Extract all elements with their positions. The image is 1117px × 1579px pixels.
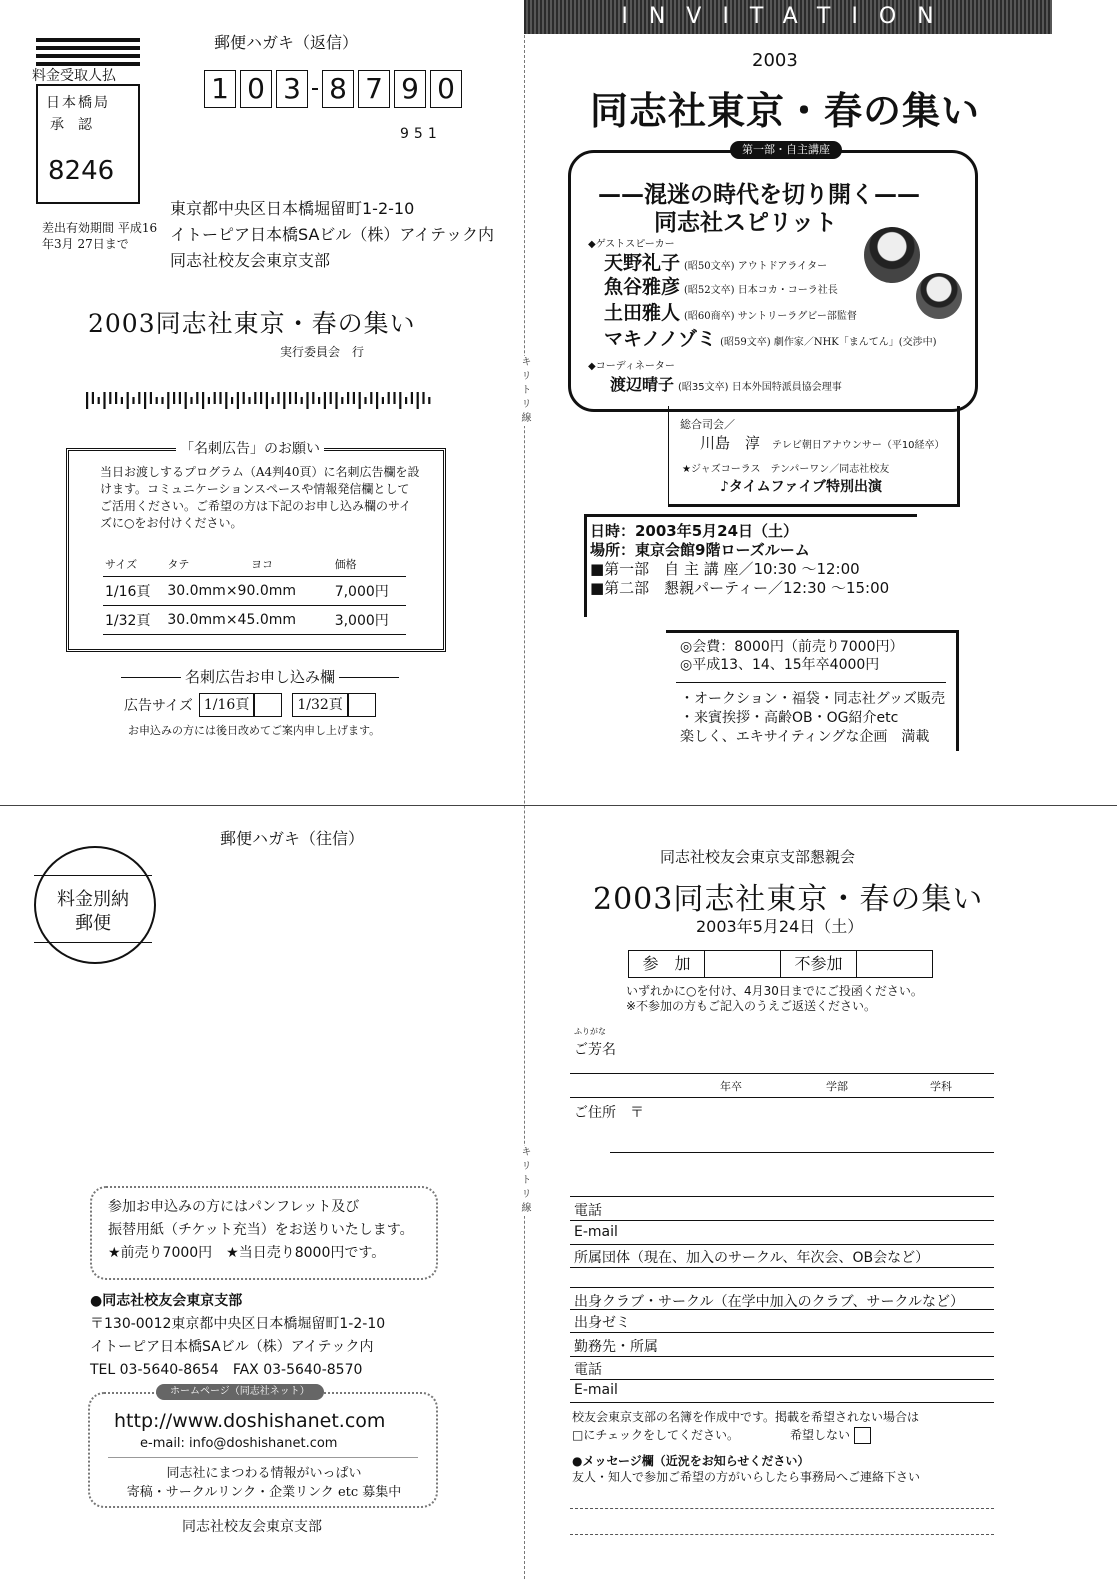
- barcode-bar: [364, 397, 366, 404]
- contact-address: イトーピア日本橋SAビル（株）アイテック内: [90, 1339, 374, 1355]
- attend-option[interactable]: 参 加: [629, 951, 705, 977]
- speaker-photo-2: [916, 273, 962, 319]
- footer-org: 同志社校友会東京支部: [182, 1519, 322, 1535]
- barcode-bar: [167, 392, 169, 409]
- seminar-field-line[interactable]: [570, 1332, 994, 1333]
- barcode-bar: [335, 392, 337, 409]
- barcode-bar: [243, 392, 245, 404]
- barcode-bar: [214, 392, 216, 404]
- emcee-name: 川島 淳: [700, 434, 761, 452]
- barcode-bar: [388, 392, 390, 404]
- message-line[interactable]: [570, 1508, 994, 1509]
- zip-digit: 8: [322, 70, 354, 108]
- outgoing-card-title: 郵便ハガキ（往信）: [220, 829, 365, 848]
- barcode-bar: [127, 392, 129, 409]
- speaker-note: (昭52文卒) 日本コカ・コーラ社長: [684, 285, 838, 296]
- extra-line: ・来賓挨拶・高齢OB・OG紹介etc: [680, 710, 899, 726]
- attend-mark-box[interactable]: [705, 951, 781, 977]
- contact-address: 〒130-0012東京都中央区日本橋堀留町1-2-10: [90, 1316, 386, 1332]
- barcode-bar: [109, 392, 111, 404]
- event-date: 日時：2003年5月24日（土）: [590, 522, 799, 540]
- invitation-title: 同志社東京・春の集い: [590, 88, 981, 133]
- phone-label: 電話: [574, 1203, 602, 1219]
- attendance-row: [628, 950, 933, 978]
- zip-digit: 3: [276, 70, 308, 108]
- speaker-name: 天野礼子: [604, 252, 681, 274]
- coordinator: [610, 372, 842, 395]
- event-place: 場所：東京会館9階ローズルーム: [590, 541, 810, 559]
- note-line: ※不参加の方もご記入のうえご返送ください。: [626, 999, 877, 1013]
- row-size: 1/32頁: [103, 606, 165, 635]
- ad-price-table: [103, 552, 406, 635]
- coordinator-note: (昭35文卒) 日本外国特派員協会理事: [678, 382, 842, 393]
- no-wish-option: [790, 1426, 871, 1444]
- row-size: 1/16頁: [103, 577, 165, 606]
- address-line: 同志社校友会東京支部: [170, 251, 331, 270]
- contact-block: [90, 1290, 385, 1382]
- fee-general: ◎会費：8000円（前売り7000円）: [680, 639, 904, 655]
- barcode-bar: [324, 392, 326, 409]
- zip-digit: 0: [240, 70, 272, 108]
- barcode-bar: [115, 392, 117, 404]
- zip-code: [204, 70, 462, 108]
- form-org: 同志社校友会東京支部懇親会: [660, 848, 856, 866]
- pamphlet-info: [108, 1196, 414, 1265]
- contact-org: ●同志社校友会東京支部: [90, 1293, 243, 1309]
- affiliation-field-line-2[interactable]: [570, 1287, 994, 1288]
- work-phone-field-line[interactable]: [570, 1379, 994, 1380]
- barcode-bar: [422, 392, 424, 404]
- speaker-1: [604, 248, 827, 275]
- barcode-bar: [312, 392, 314, 404]
- postal-barcode: [86, 392, 436, 409]
- col-price: 価格: [333, 552, 406, 577]
- theme-line1: ——混迷の時代を切り開く——: [598, 182, 920, 208]
- col-width: ヨコ: [249, 552, 333, 577]
- barcode-bar: [150, 392, 152, 404]
- barcode-bar: [156, 397, 158, 404]
- barcode-bar: [347, 392, 349, 404]
- address-line: イトーピア日本橋SAビル（株）アイテック内: [170, 225, 494, 244]
- special-guest: ♪タイムファイブ特別出演: [720, 479, 882, 495]
- ad-request-body: 当日お渡しするプログラム（A4判40頁）に名刺広告欄を設けます。コミュニケーションスペースや情報発信欄としてご活用ください。ご希望の方は下記のお申し込み欄のサイズに○をお付けください。: [100, 465, 420, 530]
- seminar-label: 出身ゼミ: [574, 1315, 630, 1331]
- email-field-line[interactable]: [570, 1244, 994, 1245]
- barcode-bar: [289, 392, 291, 404]
- extra-line: ・オークション・福袋・同志社グッズ販売: [680, 691, 946, 707]
- affiliation-field-line[interactable]: [570, 1267, 994, 1268]
- row-price: 7,000円: [333, 577, 406, 606]
- emcee: [700, 432, 945, 453]
- barcode-bar: [277, 392, 279, 404]
- extra-line: 楽しく、エキサイティングな企画 満載: [680, 729, 930, 745]
- affiliation-label: 所属団体（現在、加入のサークル、年次会、OB会など）: [574, 1250, 930, 1266]
- postage-circle-line: [34, 942, 152, 943]
- barcode-bar: [295, 392, 297, 404]
- barcode-bar: [248, 397, 250, 404]
- speaker-note: (昭50文卒) アウトドアライター: [684, 261, 828, 272]
- barcode-bar: [219, 392, 221, 404]
- fee-header: 料金受取人払: [32, 68, 116, 84]
- ad-apply-row: [124, 693, 386, 717]
- barcode-bar: [330, 392, 332, 404]
- hp-line: 寄稿・サークルリンク・企業リンク etc 募集中: [126, 1485, 402, 1500]
- postage-text: [36, 888, 150, 936]
- club-field-line[interactable]: [570, 1309, 994, 1310]
- barcode-bar: [231, 397, 233, 404]
- barcode-bar: [208, 397, 210, 404]
- zip-digit: 0: [430, 70, 462, 108]
- ad-apply-note: お申込みの方には後日改めてご案内申し上げます。: [128, 724, 381, 737]
- contact-phone: TEL 03-5640-8654 FAX 03-5640-8570: [90, 1362, 363, 1378]
- guest-label: ◆ゲストスピーカー: [588, 239, 675, 250]
- directory-note-2: □にチェックをしてください。: [572, 1428, 739, 1442]
- barcode-bar: [428, 397, 430, 404]
- postage-circle-line: [34, 875, 152, 876]
- coordinator-label: ◆コーディネーター: [588, 361, 675, 372]
- no-wish-label: 希望しない: [790, 1428, 851, 1442]
- work-email-label: E-mail: [574, 1382, 618, 1398]
- row-dims: 30.0mm×90.0mm: [165, 577, 332, 606]
- barcode-bar: [138, 392, 140, 404]
- name-label: ご芳名: [574, 1042, 616, 1058]
- barcode-bar: [98, 397, 100, 404]
- club-label: 出身クラブ・サークル（在学中加入のクラブ、サークルなど）: [574, 1294, 965, 1310]
- homepage-email[interactable]: e-mail: info@doshishanet.com: [140, 1436, 338, 1451]
- barcode-bar: [370, 392, 372, 404]
- barcode-bar: [254, 392, 256, 404]
- address-line: 東京都中央区日本橋堀留町1-2-10: [170, 199, 415, 218]
- note-line: いずれかに○を付け、4月30日までにご投函ください。: [626, 984, 923, 998]
- work-phone-label: 電話: [574, 1362, 602, 1378]
- part2-time: ■第二部 懇親パーティー／12:30 ～15:00: [590, 579, 890, 597]
- speaker-name: 魚谷雅彦: [604, 276, 681, 298]
- speaker-note: (昭59文卒) 劇作家／NHK「まんてん」(交渉中): [720, 337, 937, 348]
- cut-label-bottom: キリトリ線: [519, 1146, 530, 1216]
- directory-note-1: 校友会東京支部の名簿を作成中です。掲載を希望されない場合は: [572, 1410, 920, 1424]
- barcode-bar: [225, 392, 227, 409]
- row-dims: 30.0mm×45.0mm: [165, 606, 332, 635]
- barcode-bar: [121, 397, 123, 404]
- stamp-number: 8246: [48, 156, 115, 186]
- barcode-bar: [417, 392, 419, 409]
- not-attend-mark-box[interactable]: [857, 951, 932, 977]
- grad-field-line[interactable]: [570, 1097, 994, 1098]
- barcode-bar: [202, 392, 204, 409]
- barcode-bar: [260, 392, 262, 404]
- stamp-approval: 承認: [50, 117, 106, 133]
- invitation-band: INVITATION: [524, 0, 1052, 34]
- barcode-bar: [341, 397, 343, 404]
- furigana-label: ふりがな: [574, 1027, 606, 1036]
- form-title: 2003同志社東京・春の集い: [593, 882, 984, 917]
- barcode-bar: [301, 397, 303, 404]
- barcode-bar: [103, 392, 105, 409]
- barcode-bar: [196, 392, 198, 404]
- ad-option-32[interactable]: 1/32頁: [292, 693, 347, 717]
- zip-digit: 9: [394, 70, 426, 108]
- barcode-bar: [405, 397, 407, 404]
- homepage-lines: [118, 1464, 410, 1502]
- message-note: 友人・知人で参加ご希望の方がいらしたら事務局へご連絡下さい: [572, 1470, 921, 1484]
- schedule: [590, 522, 889, 598]
- barcode-bar: [173, 392, 175, 404]
- info-line: ★前売り7000円 ★当日売り8000円です。: [108, 1245, 386, 1261]
- zip-digit: 7: [358, 70, 390, 108]
- ad-option-32-box[interactable]: [348, 693, 376, 717]
- barcode-bar: [86, 392, 88, 409]
- attendance-note: [626, 984, 923, 1014]
- barcode-bar: [237, 392, 239, 409]
- speaker-photo-1: [864, 227, 920, 283]
- speaker-4: [604, 324, 937, 351]
- vertical-cut-line: [524, 0, 525, 1579]
- employer-field-line[interactable]: [570, 1356, 994, 1357]
- phone-field-line[interactable]: [570, 1220, 994, 1221]
- message-label: ●メッセージ欄（近況をお知らせください）: [572, 1454, 810, 1468]
- stamp-office: 日本橋局: [46, 95, 110, 111]
- speaker-note: (昭60商卒) サントリーラグビー部監督: [684, 311, 857, 322]
- ad-option-16[interactable]: 1/16頁: [199, 693, 254, 717]
- barcode-bar: [266, 392, 268, 409]
- barcode-bar: [393, 392, 395, 404]
- barcode-bar: [411, 392, 413, 404]
- barcode-bar: [283, 392, 285, 409]
- info-line: 参加お申込みの方にはパンフレット及び: [108, 1199, 360, 1215]
- address-field-line-2[interactable]: [570, 1196, 994, 1197]
- recipient-address: [170, 196, 494, 274]
- cut-label-top: キリトリ線: [519, 356, 530, 426]
- message-section: [572, 1453, 920, 1485]
- zip-dash: [312, 88, 318, 90]
- address-label: ご住所 〒: [574, 1105, 644, 1121]
- col-size: サイズ: [103, 552, 165, 577]
- barcode-bar: [382, 397, 384, 404]
- barcode-bar: [161, 397, 163, 404]
- department-label: 学科: [930, 1080, 952, 1093]
- barcode-bar: [306, 392, 308, 409]
- reply-event-title: 2003同志社東京・春の集い: [88, 309, 416, 338]
- barcode-bar: [318, 397, 320, 404]
- barcode-bar: [144, 392, 146, 409]
- ad-apply-title: 名刺広告お申し込み欄: [90, 666, 430, 687]
- emcee-note: テレビ朝日アナウンサー（平10経卒）: [772, 440, 945, 451]
- committee-label: 実行委員会 行: [280, 345, 365, 359]
- message-line[interactable]: [570, 1534, 994, 1535]
- table-row: [103, 577, 406, 606]
- event-extras: [680, 690, 945, 747]
- emcee-label: 総合司会／: [680, 418, 735, 431]
- work-email-field-line[interactable]: [570, 1402, 994, 1403]
- reply-card-title: 郵便ハガキ（返信）: [214, 33, 359, 52]
- speaker-2: [604, 272, 838, 299]
- part1-time: ■第一部 自 主 講 座／10:30 ～12:00: [590, 560, 860, 578]
- jazz-chorus: ★ジャズコーラス テンパーワン／同志社校友: [682, 464, 890, 475]
- col-height: タテ: [165, 552, 249, 577]
- barcode-bar: [185, 392, 187, 409]
- barcode-bar: [92, 392, 94, 404]
- coordinator-name: 渡辺晴子: [610, 375, 675, 394]
- name-field-line[interactable]: [570, 1073, 994, 1074]
- row-price: 3,000円: [333, 606, 406, 635]
- fee-separator: [676, 682, 946, 683]
- homepage-separator: [108, 1457, 418, 1458]
- speaker-3: [604, 298, 857, 325]
- barcode-bar: [190, 397, 192, 404]
- invitation-year: 2003: [752, 50, 798, 71]
- speaker-name: 土田雅人: [604, 302, 681, 324]
- postage-line2: 郵便: [75, 913, 111, 934]
- barcode-bar: [399, 392, 401, 409]
- zip-digit: 1: [204, 70, 236, 108]
- not-attend-option[interactable]: 不参加: [781, 951, 857, 977]
- ad-request-title: 「名刺広告」のお願い: [176, 438, 324, 458]
- info-line: 振替用紙（チケット充当）をお送りいたします。: [108, 1222, 414, 1238]
- speaker-name: マキノノゾミ: [604, 328, 717, 350]
- fee-stripes: [36, 38, 140, 66]
- validity-period: 差出有効期間 平成16年3月 27日まで: [42, 221, 158, 251]
- barcode-bar: [272, 397, 274, 404]
- postage-line1: 料金別納: [57, 889, 129, 910]
- ad-size-label: 広告サイズ: [124, 698, 193, 714]
- part1-tag: 第一部・自主講座: [730, 141, 842, 159]
- form-date: 2003年5月24日（土）: [696, 917, 864, 936]
- homepage-tag: ホームページ（同志社ネット）: [156, 1384, 324, 1400]
- barcode-bar: [179, 392, 181, 404]
- faculty-label: 学部: [826, 1080, 848, 1093]
- fee-lines: [680, 638, 903, 674]
- zip-sub-code: 951: [400, 126, 442, 142]
- hp-line: 同志社にまつわる情報がいっぱい: [166, 1466, 362, 1481]
- horizontal-fold-line: [0, 805, 1117, 806]
- theme-line2: 同志社スピリット: [654, 210, 838, 236]
- grad-year-label: 年卒: [720, 1080, 742, 1093]
- address-field-line[interactable]: [610, 1152, 994, 1153]
- barcode-bar: [359, 392, 361, 409]
- homepage-url[interactable]: http://www.doshishanet.com: [114, 1410, 386, 1432]
- barcode-bar: [132, 397, 134, 404]
- fee-young: ◎平成13、14、15年卒4000円: [680, 657, 880, 673]
- barcode-bar: [376, 392, 378, 409]
- ad-option-16-box[interactable]: [254, 693, 282, 717]
- email-label: E-mail: [574, 1224, 618, 1240]
- table-row: [103, 606, 406, 635]
- no-wish-checkbox[interactable]: [854, 1427, 871, 1444]
- barcode-bar: [353, 392, 355, 404]
- employer-label: 勤務先・所属: [574, 1339, 658, 1355]
